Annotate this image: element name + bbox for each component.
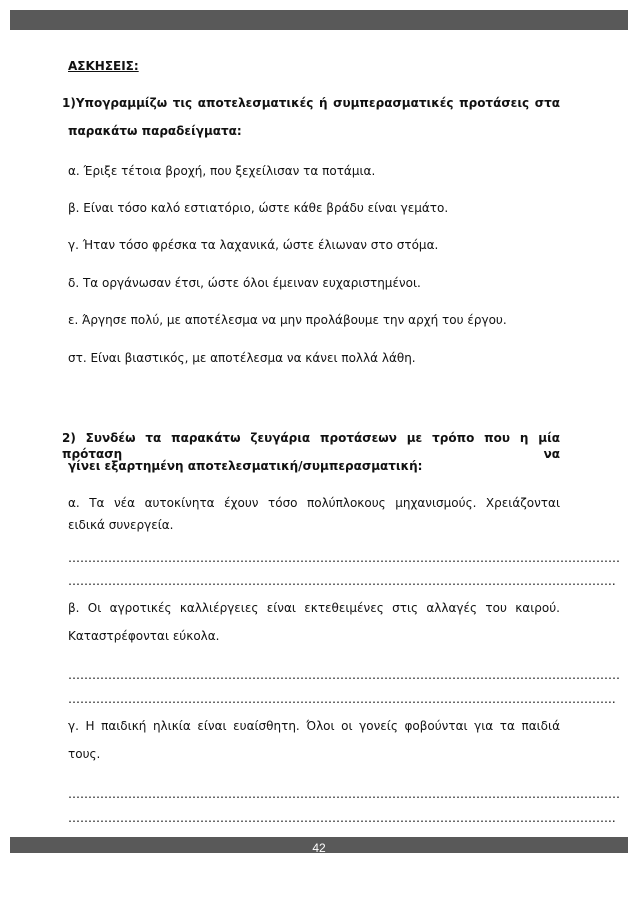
answer-line-c2: ……………………………………………………………………………………………………………………….. xyxy=(68,811,616,825)
exercise2-title-line1: 2) Συνδέω τα παρακάτω ζευγάρια προτάσεων με τρόπο που η μία πρόταση να xyxy=(62,431,560,461)
answer-line-b2: ……………………………………………………………………………………………………………………….. xyxy=(68,692,616,706)
header-bar xyxy=(10,10,628,30)
exercise2-b-line2: Καταστρέφονται εύκολα. xyxy=(68,629,220,643)
footer-bar xyxy=(10,837,628,853)
exercise2-a-line1: α. Τα νέα αυτοκίνητα έχουν τόσο πολύπλοκους μηχανισμούς. Χρειάζονται xyxy=(68,496,560,510)
exercise2-a-line2: ειδικά συνεργεία. xyxy=(68,518,174,532)
answer-line-c1: ………………………………………………………………………………………………………………………… xyxy=(68,787,620,801)
exercise1-item-a: α. Έριξε τέτοια βροχή, που ξεχείλισαν τα ποτάμια. xyxy=(68,164,376,178)
exercise1-item-c: γ. Ήταν τόσο φρέσκα τα λαχανικά, ώστε έλιωναν στο στόμα. xyxy=(68,238,439,252)
exercise2-title-line2: γίνει εξαρτημένη αποτελεσματική/συμπερασματική: xyxy=(68,459,423,473)
exercise1-title-line2: παρακάτω παραδείγματα: xyxy=(68,124,242,138)
exercise2-c-line1: γ. Η παιδική ηλικία είναι ευαίσθητη. Όλοι οι γονείς φοβούνται για τα παιδιά xyxy=(68,719,560,733)
exercise1-item-st: στ. Είναι βιαστικός, με αποτέλεσμα να κάνει πολλά λάθη. xyxy=(68,351,416,365)
answer-line-b1: ………………………………………………………………………………………………………………………… xyxy=(68,668,620,682)
exercise1-item-e: ε. Άργησε πολύ, με αποτέλεσμα να μην προλάβουμε την αρχή του έργου. xyxy=(68,313,507,327)
answer-line-a2: ……………………………………………………………………………………………………………………….. xyxy=(68,574,616,588)
exercise1-item-d: δ. Τα οργάνωσαν έτσι, ώστε όλοι έμειναν ευχαριστημένοι. xyxy=(68,276,421,290)
exercise1-title-line1: 1)Υπογραμμίζω τις αποτελεσματικές ή συμπερασματικές προτάσεις στα xyxy=(62,96,560,110)
page-number: 42 xyxy=(312,841,326,855)
exercise2-b-line1: β. Οι αγροτικές καλλιέργειες είναι εκτεθειμένες στις αλλαγές του καιρού. xyxy=(68,601,560,615)
answer-line-a1: ………………………………………………………………………………………………………………………… xyxy=(68,551,620,565)
exercise1-item-b: β. Είναι τόσο καλό εστιατόριο, ώστε κάθε βράδυ είναι γεμάτο. xyxy=(68,201,449,215)
heading: ΑΣΚΗΣΕΙΣ: xyxy=(68,59,139,73)
exercise2-c-line2: τους. xyxy=(68,747,101,761)
